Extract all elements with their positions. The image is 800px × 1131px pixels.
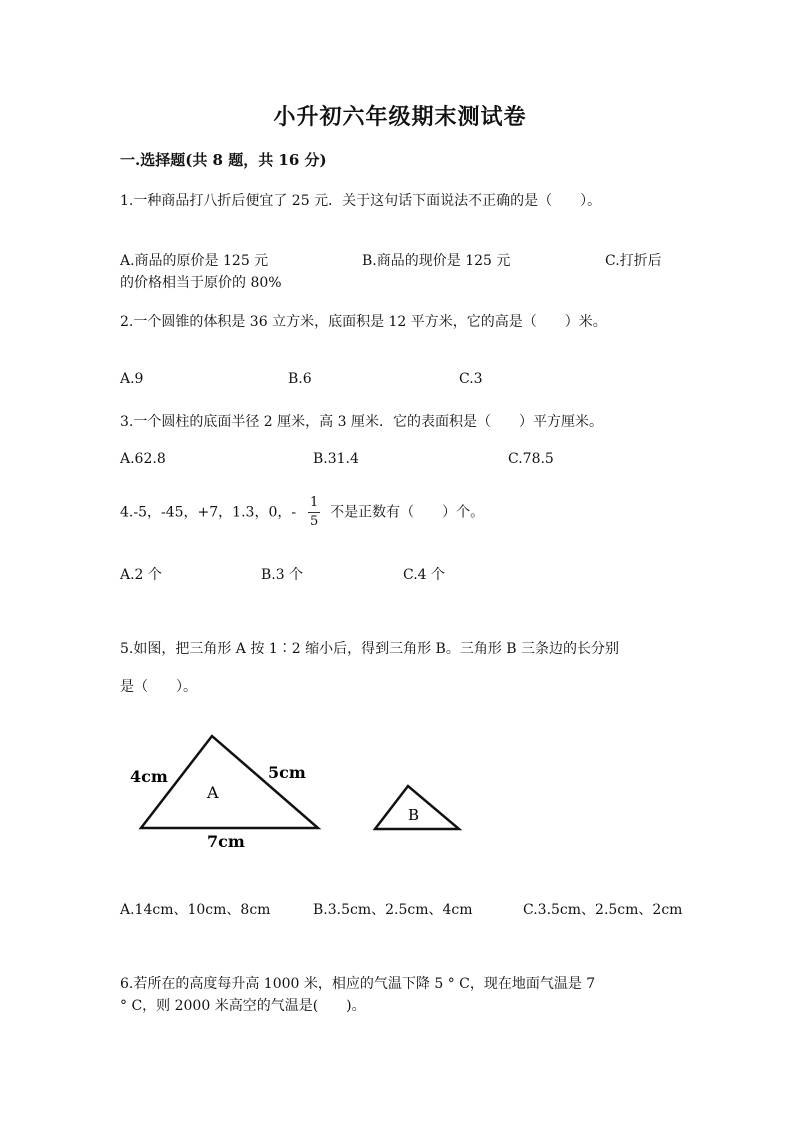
- triangle-a-right-side-label: 5cm: [268, 763, 306, 782]
- question-6-stem-line-2: ° C，则 2000 米高空的气温是( )。: [120, 998, 366, 1014]
- question-1-stem: 1.一种商品打八折后便宜了 25 元．关于这句话下面说法不正确的是（ ）。: [120, 193, 602, 209]
- question-4-stem-after: 不是正数有（ ）个。: [330, 504, 485, 521]
- question-4-option-c: C.4 个: [403, 567, 446, 583]
- question-2-option-a: A.9: [120, 371, 144, 387]
- question-5-stem-line-1: 5.如图，把三角形 A 按 1∶2 缩小后，得到三角形 B。三角形 B 三条边的长分别: [120, 641, 620, 657]
- fraction-denominator: 5: [309, 514, 319, 529]
- question-4-option-a: A.2 个: [120, 567, 162, 583]
- fraction-numerator: 1: [309, 495, 319, 510]
- question-4-stem: [120, 496, 484, 529]
- question-5-option-c: C.3.5cm、2.5cm、2cm: [523, 902, 683, 918]
- question-1-option-a: A.商品的原价是 125 元: [120, 253, 269, 269]
- question-5-option-b: B.3.5cm、2.5cm、4cm: [313, 902, 473, 918]
- question-4-stem-before: 4.-5，-45，+7，1.3，0，-: [120, 504, 297, 521]
- question-1-option-c-continued: 的价格相当于原价的 80%: [120, 275, 282, 291]
- question-3-option-b: B.31.4: [313, 451, 359, 467]
- page-title: 小升初六年级期末测试卷: [273, 104, 527, 130]
- question-3-option-a: A.62.8: [120, 451, 166, 467]
- question-5-option-a: A.14cm、10cm、8cm: [120, 902, 271, 918]
- question-2-option-c: C.3: [459, 371, 483, 387]
- triangle-a-label: A: [207, 783, 219, 802]
- triangle-b-label: B: [408, 806, 420, 824]
- question-3-option-c: C.78.5: [508, 451, 554, 467]
- section-heading: 一.选择题(共 8 题，共 16 分): [120, 151, 327, 169]
- question-1-option-c: C.打折后: [605, 253, 662, 269]
- question-2-option-b: B.6: [288, 371, 312, 387]
- question-4-option-b: B.3 个: [261, 567, 304, 583]
- question-6-stem-line-1: 6.若所在的高度每升高 1000 米，相应的气温下降 5 ° C，现在地面气温是 7: [120, 976, 596, 992]
- question-1-option-b: B.商品的现价是 125 元: [362, 253, 511, 269]
- triangle-a-left-side-label: 4cm: [130, 767, 168, 786]
- question-2-stem: 2.一个圆锥的体积是 36 立方米，底面积是 12 平方米，它的高是（ ）米。: [120, 314, 607, 330]
- triangle-a-bottom-side-label: 7cm: [207, 832, 245, 851]
- triangles-figure: [110, 720, 490, 860]
- fraction-bar: [308, 512, 320, 513]
- fraction: [308, 496, 320, 529]
- question-3-stem: 3.一个圆柱的底面半径 2 厘米，高 3 厘米．它的表面积是（ ）平方厘米。: [120, 414, 603, 430]
- question-5-stem-line-2: 是（ ）。: [120, 679, 197, 695]
